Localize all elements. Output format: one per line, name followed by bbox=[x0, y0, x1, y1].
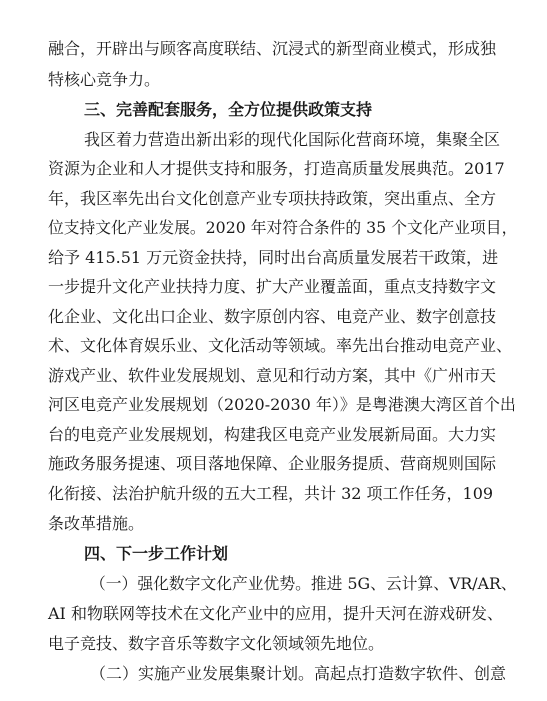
text-line: 给予 415.51 万元资金扶持，同时出台高质量发展若干政策，进 bbox=[48, 248, 499, 267]
text-line: 施政务服务提速、项目落地保障、企业服务提质、营商规则国际 bbox=[48, 454, 497, 473]
paragraph-first-line: （二）实施产业发展集聚计划。高起点打造数字软件、创意 bbox=[90, 664, 507, 683]
paragraph-first-line: 我区着力营造出新出彩的现代化国际化营商环境，集聚全区 bbox=[84, 130, 501, 149]
text-line: 一步提升文化产业扶持力度、扩大产业覆盖面，重点支持数字文 bbox=[48, 277, 497, 296]
section-heading: 三、完善配套服务，全方位提供政策支持 bbox=[84, 100, 373, 119]
text-line: AI 和物联网等技术在文化产业中的应用，提升天河在游戏研发、 bbox=[48, 604, 503, 623]
text-line: 化企业、文化出口企业、数字原创内容、电竞产业、数字创意技 bbox=[48, 307, 497, 326]
paragraph-first-line: （一）强化数字文化产业优势。推进 5G、云计算、VR/AR、 bbox=[90, 574, 517, 593]
text-line: 台的电竞产业发展规划，构建我区电竞产业发展新局面。大力实 bbox=[48, 425, 497, 444]
text-line: 条改革措施。 bbox=[48, 514, 145, 533]
text-line: 特核心竞争力。 bbox=[48, 70, 161, 89]
section-heading: 四、下一步工作计划 bbox=[84, 544, 229, 563]
text-line: 游戏产业、软件业发展规划、意见和行动方案，其中《广州市天 bbox=[48, 366, 497, 385]
text-line: 年，我区率先出台文化创意产业专项扶持政策，突出重点、全方 bbox=[48, 189, 497, 208]
text-line: 资源为企业和人才提供支持和服务，打造高质量发展典范。2017 bbox=[48, 159, 505, 178]
text-line: 化衔接、法治护航升级的五大工程，共计 32 项工作任务，109 bbox=[48, 484, 494, 503]
text-line: 融合，开辟出与顾客高度联结、沉浸式的新型商业模式，形成独 bbox=[48, 39, 497, 58]
text-line: 位支持文化产业发展。2020 年对符合条件的 35 个文化产业项目， bbox=[48, 218, 518, 237]
text-line: 电子竞技、数字音乐等数字文化领域领先地位。 bbox=[48, 634, 385, 653]
text-line: 河区电竞产业发展规划（2020-2030 年）》是粤港澳大湾区首个出 bbox=[48, 395, 516, 414]
text-line: 术、文化体育娱乐业、文化活动等领域。率先出台推动电竞产业、 bbox=[48, 336, 513, 355]
